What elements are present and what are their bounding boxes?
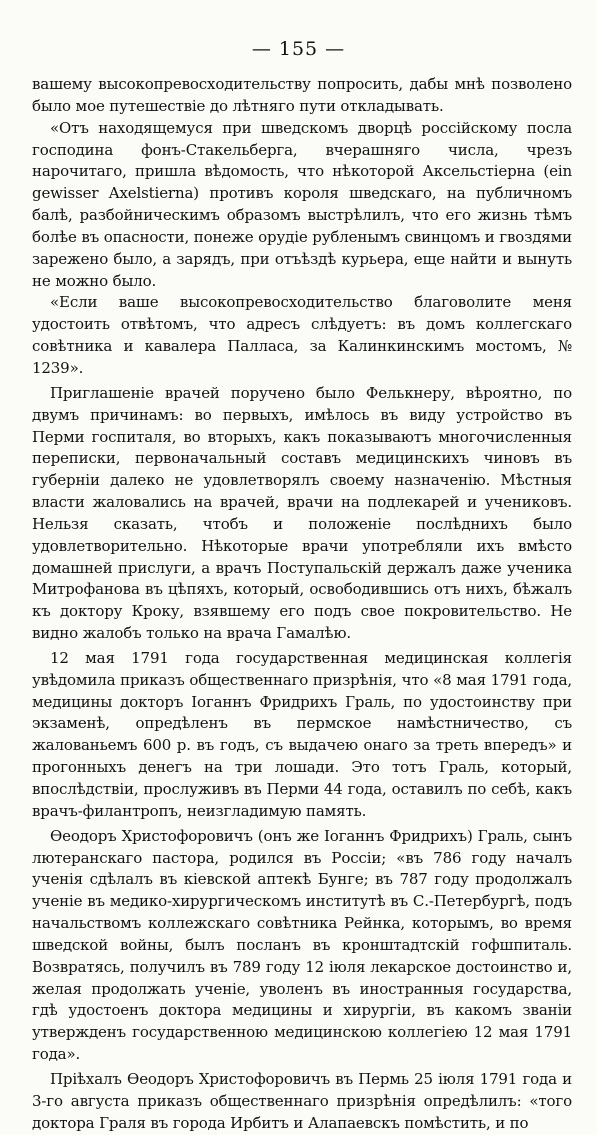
paragraph-5: 12 мая 1791 года государственная медицинская коллегія увѣдомила приказъ общественнаго призрѣнія, что «8 мая 1791 года, медицины докторъ Іоганнъ Фридрихъ Граль, по удостоинству при экзаменѣ, опредѣленъ въ пермское намѣстничество, съ жалованьемъ 600 р. въ годъ, съ выдачею онаго за треть впередъ» и прогонныхъ денегъ на три лошади. Это тотъ Граль, который, впослѣдствіи, прослуживъ въ Перми 44 года, оставилъ по себѣ, какъ врачъ-филантропъ, неизгладимую память. [32,648,572,820]
page-number: — 155 — [251,38,346,60]
page-body [32,74,572,1135]
paragraph-7: Пріѣхалъ Ѳеодоръ Христофоровичъ въ Пермь 25 іюля 1791 года и 3-го августа приказъ общественнаго призрѣнія опредѣлилъ: «того доктора Граля въ города Ирбитъ и Алапаевскъ помѣстить, и по [32,1069,572,1132]
paragraph-2: «Отъ находящемуся при шведскомъ дворцѣ россійскому посла господина фонъ-Стакельберга, вчерашняго числа, чрезъ нарочитаго, пришла вѣдомость, что нѣкоторой Аксельстіерна (ein gewisser Axelstierna) противъ короля шведскаго, на публичномъ балѣ, разбойническимъ образомъ выстрѣлилъ, что его жизнь тѣмъ болѣе въ опасности, понеже орудіе рубленымъ свинцомъ и гвоздями зарежено было, а зарядъ, при отъѣздѣ курьера, еще найти и вынуть не можно было. [32,118,572,290]
paragraph-1: вашему высокопревосходительству попросить, дабы мнѣ позволено было мое путешествіе до лѣтняго пути откладывать. [32,75,572,115]
paragraph-6: Ѳеодоръ Христофоровичъ (онъ же Іоганнъ Фридрихъ) Граль, сынъ лютеранскаго пастора, родился въ Россіи; «въ 786 году началъ ученія сдѣлалъ въ кіевской аптекѣ Бунге; въ 787 году продолжалъ ученіе въ медико-хирургическомъ институтѣ въ С.-Петербургѣ, подъ начальствомъ коллежскаго совѣтника Рейнка, которымъ, во время шведской войны, былъ посланъ въ кронштадтскій гофшпиталь. Возвратясь, получилъ въ 789 году 12 іюля лекарское достоинство и, желая продолжать ученіе, уволенъ въ иностранныя государства, гдѣ удостоенъ доктора медицины и хирургіи, въ какомъ званіи утвержденъ государственною медицинскою коллегіею 12 мая 1791 года». [32,826,572,1064]
paragraph-4: Приглашеніе врачей поручено было Фелькнеру, вѣроятно, по двумъ причинамъ: во первыхъ, имѣлось въ виду устройство въ Перми госпиталя, во вторыхъ, какъ показываютъ многочисленныя переписки, первоначальный составъ медицинскихъ чиновъ въ губерніи далеко не удовлетворялъ своему назначенію. Мѣстныя власти жаловались на врачей, врачи на подлекарей и учениковъ. Нельзя сказать, чтобъ и положеніе послѣднихъ было удовлетворительно. Нѣкоторые врачи употребляли ихъ вмѣсто домашней прислуги, а врачъ Поступальскій держалъ даже ученика Митрофанова въ цѣпяхъ, который, освободившись отъ нихъ, бѣжалъ къ доктору Кроку, взявшему его подъ свое покровительство. Не видно жалобъ только на врача Гамалѣю. [32,383,572,643]
paragraph-3: «Если ваше высокопревосходительство благоволите меня удостоить отвѣтомъ, что адресъ слѣдуетъ: въ домъ коллегскаго совѣтника и кавалера Палласа, за Калинкинскимъ мостомъ, № 1239». [32,293,572,377]
